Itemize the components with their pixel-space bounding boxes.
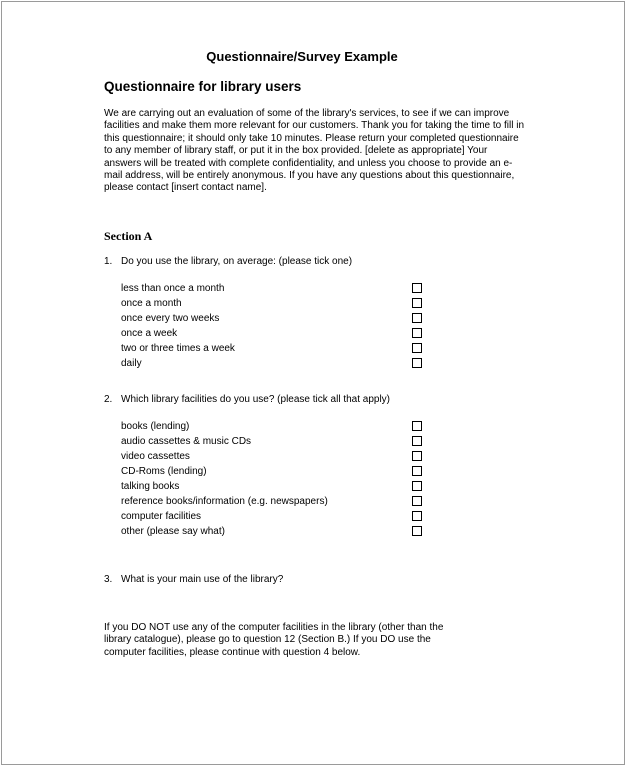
option-label: less than once a month [121,283,225,294]
question-number: 1. [104,256,113,267]
option-label: CD-Roms (lending) [121,466,207,477]
option-row [121,449,426,464]
option-label: once every two weeks [121,313,220,324]
question-1 [104,256,352,267]
option-row [121,509,426,524]
option-row [121,311,426,326]
checkbox[interactable] [412,466,422,476]
question-text: Which library facilities do you use? (please tick all that apply) [121,394,391,405]
option-label: two or three times a week [121,343,235,354]
question-1-options [121,281,426,371]
option-row [121,281,426,296]
checkbox[interactable] [412,343,422,353]
checkbox[interactable] [412,526,422,536]
option-row [121,341,426,356]
option-label: once a month [121,298,182,309]
checkbox[interactable] [412,481,422,491]
option-label: talking books [121,481,180,492]
checkbox[interactable] [412,436,422,446]
option-label: books (lending) [121,421,190,432]
checkbox[interactable] [412,328,422,338]
section-heading: Section A [104,229,153,243]
option-label: once a week [121,328,178,339]
checkbox[interactable] [412,283,422,293]
question-2-options [121,419,426,539]
option-row [121,434,426,449]
option-row [121,419,426,434]
checkbox[interactable] [412,496,422,506]
question-text: Do you use the library, on average: (please tick one) [121,256,353,267]
option-row [121,494,426,509]
option-label: daily [121,358,142,369]
routing-note: If you DO NOT use any of the computer facilities in the library (other than the library catalogue), please go to question 12 (Section B.) If you DO use the computer facilities, please continue with question 4 below. [104,622,444,658]
option-row [121,524,426,539]
question-number: 3. [104,574,113,585]
question-2 [104,394,390,405]
checkbox[interactable] [412,313,422,323]
document-subtitle: Questionnaire for library users [104,79,302,94]
option-label: reference books/information (e.g. newspapers) [121,496,328,507]
checkbox[interactable] [412,511,422,521]
option-label: other (please say what) [121,526,225,537]
option-label: video cassettes [121,451,190,462]
question-number: 2. [104,394,113,405]
option-label: audio cassettes & music CDs [121,436,252,447]
option-row [121,326,426,341]
checkbox[interactable] [412,451,422,461]
intro-paragraph: We are carrying out an evaluation of some of the library's services, to see if we can improve facilities and make them more relevant for our customers. Thank you for taking the time to fill in this questionnaire; it should only take 10 minutes. Please return your completed questionnaire to any member of library staff, or put it in the box provided. [delete as appropriate] Your answers will be treated with complete confidentiality, and unless you choose to provide an e-mail address, will be entirely anonymous. If you have any questions about this questionnaire, please contact [insert contact name]. [104,108,524,194]
checkbox[interactable] [412,358,422,368]
option-row [121,479,426,494]
option-label: computer facilities [121,511,202,522]
option-row [121,296,426,311]
question-text: What is your main use of the library? [121,574,284,585]
question-3 [104,574,283,585]
checkbox[interactable] [412,421,422,431]
option-row [121,464,426,479]
document-title: Questionnaire/Survey Example [206,49,398,64]
checkbox[interactable] [412,298,422,308]
option-row [121,356,426,371]
